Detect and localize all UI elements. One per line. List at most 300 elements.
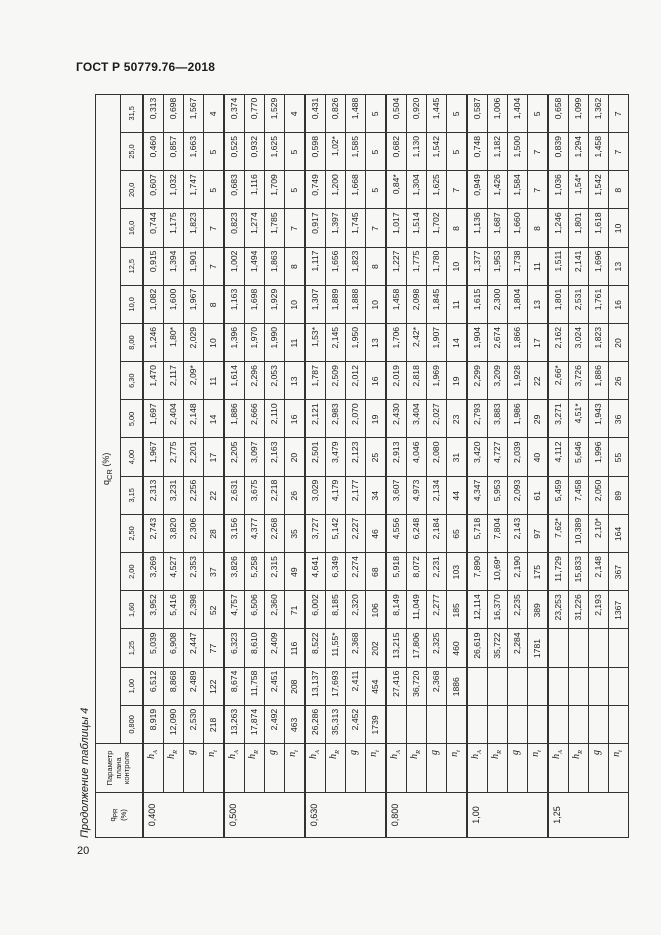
table-cell: 11,049 — [407, 591, 427, 629]
table-cell: 6,506 — [245, 591, 265, 629]
table-cell — [508, 667, 528, 705]
table-cell: 1,80* — [164, 323, 184, 361]
table-cell: 11 — [284, 323, 305, 361]
table-cell: 3,231 — [164, 476, 184, 514]
table-cell: 5 — [365, 94, 386, 132]
table-cell: 2,430 — [386, 400, 407, 438]
param-label: $n_t$ — [447, 744, 468, 793]
table-cell: 1,780 — [427, 247, 447, 285]
table-cell: 4,377 — [245, 514, 265, 552]
table-cell: 218 — [203, 705, 224, 743]
table-cell: 1,625 — [265, 133, 285, 171]
table-cell — [386, 705, 407, 743]
table-cell: 1,863 — [265, 247, 285, 285]
table-cell: 2,818 — [407, 362, 427, 400]
table-cell: 2,674 — [488, 323, 508, 361]
table-cell: 13 — [365, 323, 386, 361]
table-cell: 26 — [284, 476, 305, 514]
table-cell: 1,747 — [184, 171, 204, 209]
table-cell: 1,970 — [245, 323, 265, 361]
table-cell: 389 — [528, 591, 549, 629]
table-cell: 2,489 — [184, 667, 204, 705]
table-cell: 4,112 — [548, 438, 569, 476]
table-cell: 1,542 — [427, 133, 447, 171]
table-row — [203, 94, 224, 837]
table-row — [488, 94, 508, 837]
table-cell: 2,277 — [427, 591, 447, 629]
table-cell: 10,69* — [488, 553, 508, 591]
table-cell: 8,868 — [164, 667, 184, 705]
table-cell: 1,866 — [508, 323, 528, 361]
table-cell: 77 — [203, 629, 224, 667]
table-cell: 2,093 — [508, 476, 528, 514]
table-cell: 23 — [447, 400, 468, 438]
column-header: 1,25 — [121, 629, 144, 667]
table-cell: 16,370 — [488, 591, 508, 629]
table-cell: 1,907 — [427, 323, 447, 361]
table-cell: 1,584 — [508, 171, 528, 209]
table-cell: 1,696 — [589, 247, 609, 285]
table-cell: 1739 — [365, 705, 386, 743]
param-label: $h_A$ — [467, 744, 488, 793]
column-header: 31,5 — [121, 94, 144, 132]
param-label: $h_A$ — [224, 744, 245, 793]
table-cell: 1,804 — [508, 285, 528, 323]
table-cell — [488, 705, 508, 743]
table-cell: 0,374 — [224, 94, 245, 132]
table-row — [386, 94, 407, 837]
table-cell: 11,758 — [245, 667, 265, 705]
table-cell: 1,200 — [326, 171, 346, 209]
table-cell: 65 — [447, 514, 468, 552]
column-header: 0,800 — [121, 705, 144, 743]
table-cell — [609, 705, 629, 743]
table-cell: 5 — [203, 171, 224, 209]
table-cell: 5,953 — [488, 476, 508, 514]
param-label: g — [265, 744, 285, 793]
table-cell: 3,726 — [569, 362, 589, 400]
table-cell: 454 — [365, 667, 386, 705]
table-cell: 463 — [284, 705, 305, 743]
table-cell: 1,404 — [508, 94, 528, 132]
table-cell: 1,823 — [589, 323, 609, 361]
table-cell: 1,585 — [346, 133, 366, 171]
table-cell: 2,452 — [346, 705, 366, 743]
rotated-table-container — [95, 95, 629, 838]
param-label: g — [508, 744, 528, 793]
table-cell: 0,504 — [386, 94, 407, 132]
column-header: 16,0 — [121, 209, 144, 247]
column-header: 8,00 — [121, 323, 144, 361]
table-cell: 5 — [284, 133, 305, 171]
table-cell: 1,967 — [184, 285, 204, 323]
table-cell: 1,362 — [589, 94, 609, 132]
table-row — [143, 94, 164, 837]
table-cell: 2,299 — [467, 362, 488, 400]
table-row — [164, 94, 184, 837]
table-cell: 16 — [365, 362, 386, 400]
table-cell: 1,458 — [386, 285, 407, 323]
table-cell: 1,246 — [548, 209, 569, 247]
table-cell — [548, 629, 569, 667]
table-cell: 1,136 — [467, 209, 488, 247]
table-cell: 1,514 — [407, 209, 427, 247]
table-cell: 3,479 — [326, 438, 346, 476]
table-cell: 1,787 — [305, 362, 326, 400]
table-cell: 2,492 — [265, 705, 285, 743]
table-cell: 8 — [528, 209, 549, 247]
table-cell: 0,826 — [326, 94, 346, 132]
table-cell: 8 — [365, 247, 386, 285]
column-header: 4,00 — [121, 438, 144, 476]
table-cell: 13,137 — [305, 667, 326, 705]
table-cell: 3,420 — [467, 438, 488, 476]
table-row — [569, 94, 589, 837]
table-cell: 1,175 — [164, 209, 184, 247]
column-header-row — [121, 94, 144, 837]
table-cell: 1,738 — [508, 247, 528, 285]
column-header: 12,5 — [121, 247, 144, 285]
table-cell: 1,53* — [305, 323, 326, 361]
table-cell: 4 — [284, 94, 305, 132]
table-cell — [528, 705, 549, 743]
table-cell: 3,097 — [245, 438, 265, 476]
param-label: $n_t$ — [528, 744, 549, 793]
table-cell: 116 — [284, 629, 305, 667]
table-row — [407, 94, 427, 837]
table-cell: 5,039 — [143, 629, 164, 667]
table-cell: 6,908 — [164, 629, 184, 667]
table-cell: 0,598 — [305, 133, 326, 171]
table-cell: 1,901 — [184, 247, 204, 285]
table-cell: 10 — [365, 285, 386, 323]
table-cell: 2,775 — [164, 438, 184, 476]
table-cell: 3,269 — [143, 553, 164, 591]
table-cell: 3,271 — [548, 400, 569, 438]
table-cell: 1,397 — [326, 209, 346, 247]
table-cell: 1,943 — [589, 400, 609, 438]
table-cell: 2,145 — [326, 323, 346, 361]
table-cell: 8 — [447, 209, 468, 247]
table-row — [427, 94, 447, 837]
table-cell: 0,460 — [143, 133, 164, 171]
table-cell: 1,006 — [488, 94, 508, 132]
param-label: $h_A$ — [143, 744, 164, 793]
table-cell: 14 — [447, 323, 468, 361]
column-header: 6,30 — [121, 362, 144, 400]
param-label: $h_R$ — [488, 744, 508, 793]
table-cell: 0,932 — [245, 133, 265, 171]
table-cell: 1,445 — [427, 94, 447, 132]
table-cell: 31,226 — [569, 591, 589, 629]
table-cell: 5 — [203, 133, 224, 171]
table-cell: 10 — [609, 209, 629, 247]
table-caption: Продолжение таблицы 4 — [79, 707, 91, 838]
param-label: g — [346, 744, 366, 793]
table-cell: 2,053 — [265, 362, 285, 400]
table-cell: 7 — [447, 171, 468, 209]
table-cell: 2,039 — [508, 438, 528, 476]
table-cell: 1,542 — [589, 171, 609, 209]
table-cell: 2,184 — [427, 514, 447, 552]
table-cell: 0,744 — [143, 209, 164, 247]
table-cell: 0,658 — [548, 94, 569, 132]
table-cell: 97 — [528, 514, 549, 552]
table-cell: 2,320 — [346, 591, 366, 629]
table-cell: 1,886 — [589, 362, 609, 400]
param-label: g — [427, 744, 447, 793]
table-cell: 5,416 — [164, 591, 184, 629]
table-cell: 1,567 — [184, 94, 204, 132]
param-label: $h_A$ — [305, 744, 326, 793]
param-label: g — [184, 744, 204, 793]
table-cell: 4,046 — [407, 438, 427, 476]
table-cell: 0,698 — [164, 94, 184, 132]
document-title: ГОСТ Р 50779.76—2018 — [76, 60, 216, 74]
table-cell: 8 — [284, 247, 305, 285]
table-cell: 3,675 — [245, 476, 265, 514]
table-cell: 2,409 — [265, 629, 285, 667]
table-cell: 0,770 — [245, 94, 265, 132]
table-cell: 0,607 — [143, 171, 164, 209]
column-header: 3,15 — [121, 476, 144, 514]
table-cell: 0,84* — [386, 171, 407, 209]
table-cell: 2,313 — [143, 476, 164, 514]
table-cell: 8,522 — [305, 629, 326, 667]
table-cell: 1,706 — [386, 323, 407, 361]
table-cell: 2,398 — [184, 591, 204, 629]
table-cell: 367 — [609, 553, 629, 591]
table-cell: 5,142 — [326, 514, 346, 552]
table-cell: 2,235 — [508, 591, 528, 629]
qpr-value: 0,400 — [143, 793, 224, 838]
table-cell: 4,973 — [407, 476, 427, 514]
qpr-value: 0,800 — [386, 793, 467, 838]
table-cell: 1,032 — [164, 171, 184, 209]
table-cell: 2,163 — [265, 438, 285, 476]
param-label: $n_t$ — [284, 744, 305, 793]
table-cell: 106 — [365, 591, 386, 629]
table-cell: 7 — [609, 94, 629, 132]
table-cell: 2,012 — [346, 362, 366, 400]
table-cell: 10 — [447, 247, 468, 285]
table-cell: 3,727 — [305, 514, 326, 552]
table-cell: 22 — [528, 362, 549, 400]
table-cell: 2,451 — [265, 667, 285, 705]
table-cell: 11 — [528, 247, 549, 285]
param-label: g — [589, 744, 609, 793]
table-cell: 1,304 — [407, 171, 427, 209]
table-cell: 52 — [203, 591, 224, 629]
table-cell: 4,556 — [386, 514, 407, 552]
table-cell: 5,918 — [386, 553, 407, 591]
table-cell: 7 — [528, 171, 549, 209]
table-cell: 1,488 — [346, 94, 366, 132]
table-cell: 2,121 — [305, 400, 326, 438]
table-cell: 0,920 — [407, 94, 427, 132]
table-cell: 17,806 — [407, 629, 427, 667]
table-cell: 44 — [447, 476, 468, 514]
table-cell: 68 — [365, 553, 386, 591]
table-cell: 1,929 — [265, 285, 285, 323]
table-cell: 6,512 — [143, 667, 164, 705]
page-number: 20 — [77, 845, 90, 857]
param-label: $n_t$ — [609, 744, 629, 793]
table-cell: 5,459 — [548, 476, 569, 514]
qcr-header: $q_{CR}$ (%) — [96, 94, 121, 743]
table-cell: 2,123 — [346, 438, 366, 476]
table-cell: 5 — [528, 94, 549, 132]
table-cell — [508, 705, 528, 743]
table-cell: 1,274 — [245, 209, 265, 247]
table-row — [365, 94, 386, 837]
table-cell: 7,890 — [467, 553, 488, 591]
table-cell: 1,823 — [184, 209, 204, 247]
table-cell: 10,389 — [569, 514, 589, 552]
table-cell: 2,227 — [346, 514, 366, 552]
table-cell: 31 — [447, 438, 468, 476]
table-cell — [548, 667, 569, 705]
qpr-value: 0,500 — [224, 793, 305, 838]
table-cell: 6,323 — [224, 629, 245, 667]
table-cell: 1,745 — [346, 209, 366, 247]
table-cell: 2,360 — [265, 591, 285, 629]
table-cell — [488, 667, 508, 705]
table-cell: 11 — [447, 285, 468, 323]
table-cell: 2,148 — [589, 553, 609, 591]
table-cell: 1,394 — [164, 247, 184, 285]
table-cell — [569, 705, 589, 743]
table-cell: 5 — [447, 94, 468, 132]
table-cell: 6,248 — [407, 514, 427, 552]
table-cell: 35,313 — [326, 705, 346, 743]
table-cell: 0,749 — [305, 171, 326, 209]
table-cell: 1,082 — [143, 285, 164, 323]
table-cell: 2,306 — [184, 514, 204, 552]
table-cell — [609, 667, 629, 705]
table-cell: 2,983 — [326, 400, 346, 438]
table-cell: 4,641 — [305, 553, 326, 591]
table-cell: 11 — [203, 362, 224, 400]
table-cell: 2,296 — [245, 362, 265, 400]
table-cell: 13,215 — [386, 629, 407, 667]
table-row — [305, 94, 326, 837]
table-cell: 1,036 — [548, 171, 569, 209]
param-label: $h_R$ — [569, 744, 589, 793]
param-label: $h_R$ — [164, 744, 184, 793]
table-cell: 2,080 — [427, 438, 447, 476]
table-cell: 1,227 — [386, 247, 407, 285]
table-cell: 2,256 — [184, 476, 204, 514]
table-cell: 2,201 — [184, 438, 204, 476]
table-cell: 122 — [203, 667, 224, 705]
table-cell: 1,697 — [143, 400, 164, 438]
table-cell: 13 — [609, 247, 629, 285]
table-cell: 8,149 — [386, 591, 407, 629]
header-row — [96, 94, 121, 837]
table-cell: 15,833 — [569, 553, 589, 591]
table-cell: 3,826 — [224, 553, 245, 591]
table-cell: 1,494 — [245, 247, 265, 285]
table-cell — [589, 667, 609, 705]
table-cell: 12,114 — [467, 591, 488, 629]
param-header: Параметр плана контроля — [96, 744, 144, 793]
table-row — [467, 94, 488, 837]
table-cell: 8,185 — [326, 591, 346, 629]
table-cell: 2,368 — [346, 629, 366, 667]
table-cell: 2,666 — [245, 400, 265, 438]
table-row — [184, 94, 204, 837]
table-cell: 16 — [284, 400, 305, 438]
table-cell: 1,099 — [569, 94, 589, 132]
table-cell: 7,62* — [548, 514, 569, 552]
table-cell: 1781 — [528, 629, 549, 667]
table-cell: 1,953 — [488, 247, 508, 285]
param-label: $n_t$ — [365, 744, 386, 793]
table-row — [528, 94, 549, 837]
table-cell: 1,663 — [184, 133, 204, 171]
table-cell: 3,209 — [488, 362, 508, 400]
qpr-header: $q_{PR}$ (%) — [96, 793, 144, 838]
table-cell: 2,793 — [467, 400, 488, 438]
table-cell: 2,631 — [224, 476, 245, 514]
table-cell: 4,347 — [467, 476, 488, 514]
table-cell: 1,698 — [245, 285, 265, 323]
table-cell — [528, 667, 549, 705]
table-cell: 17,693 — [326, 667, 346, 705]
table-cell: 46 — [365, 514, 386, 552]
table-cell: 1,529 — [265, 94, 285, 132]
table-cell: 3,820 — [164, 514, 184, 552]
table-cell: 0,839 — [548, 133, 569, 171]
table-cell: 2,070 — [346, 400, 366, 438]
table-cell: 4,727 — [488, 438, 508, 476]
table-cell: 2,300 — [488, 285, 508, 323]
table-cell: 3,156 — [224, 514, 245, 552]
column-header: 25,0 — [121, 133, 144, 171]
table-cell: 36,720 — [407, 667, 427, 705]
table-cell: 202 — [365, 629, 386, 667]
table-cell: 11,55* — [326, 629, 346, 667]
table-cell: 1,163 — [224, 285, 245, 323]
column-header: 2,00 — [121, 553, 144, 591]
table-cell: 1,888 — [346, 285, 366, 323]
table-cell: 2,218 — [265, 476, 285, 514]
column-header: 1,00 — [121, 667, 144, 705]
column-header: 10,0 — [121, 285, 144, 323]
table-cell: 25 — [365, 438, 386, 476]
table-cell: 5 — [284, 171, 305, 209]
table-cell: 2,143 — [508, 514, 528, 552]
table-cell: 2,029 — [184, 323, 204, 361]
table-cell: 1,614 — [224, 362, 245, 400]
table-cell: 2,050 — [589, 476, 609, 514]
table-cell: 1,845 — [427, 285, 447, 323]
table-cell: 2,404 — [164, 400, 184, 438]
table-cell: 1,969 — [427, 362, 447, 400]
param-label: $h_R$ — [326, 744, 346, 793]
table-cell: 1,426 — [488, 171, 508, 209]
table-cell: 28 — [203, 514, 224, 552]
table-cell: 0,917 — [305, 209, 326, 247]
table-cell: 8 — [203, 285, 224, 323]
table-cell: 7 — [203, 247, 224, 285]
table-cell: 1,775 — [407, 247, 427, 285]
table-cell: 26 — [609, 362, 629, 400]
table-cell: 37 — [203, 553, 224, 591]
table-cell: 4 — [203, 94, 224, 132]
table-cell: 3,883 — [488, 400, 508, 438]
